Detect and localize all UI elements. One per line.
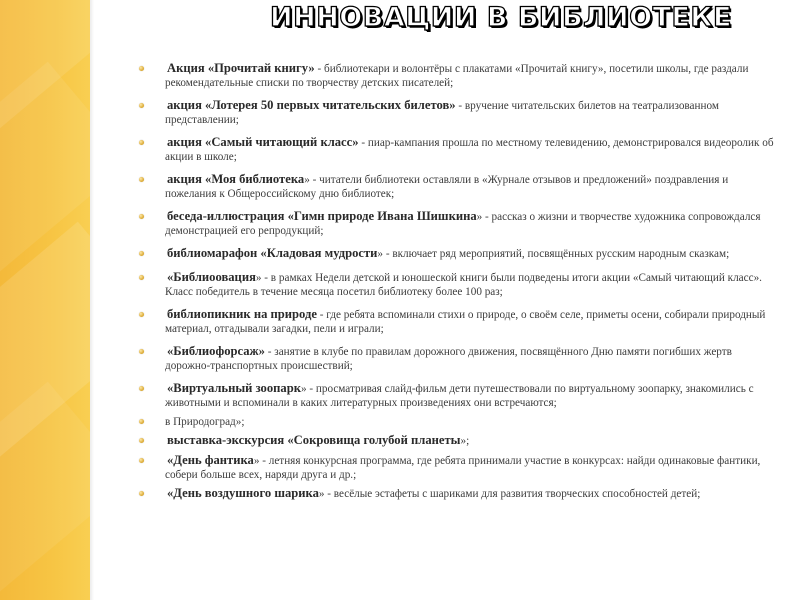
bullet-icon (139, 438, 144, 443)
bullet-icon (139, 312, 144, 317)
item-heading: акция «Лотерея 50 первых читательских билетов» (167, 98, 456, 112)
item-heading: «День воздушного шарика (167, 486, 319, 500)
list-item (133, 487, 778, 502)
sidebar-stripe (0, 382, 90, 600)
item-description: - библиотекари и волонтёры с плакатами «Прочитай книгу», посетили школы, где раздали рекомендательные списки по творчеству детских писателей; (165, 63, 749, 89)
item-description: » - читатели библиотеки оставляли в «Журнале отзывов и предложений» поздравления и пожелания к Общероссийскому дню библиотек; (165, 174, 729, 200)
item-heading: Акция «Прочитай книгу» (167, 61, 315, 75)
bullet-icon (139, 177, 144, 182)
item-heading: «Виртуальный зоопарк (167, 381, 301, 395)
item-description: » - рассказ о жизни и творчестве художника сопровождался демонстрацией его репродукций; (165, 211, 761, 237)
item-heading: «Библиоовация (167, 270, 256, 284)
item-description: » - весёлые эстафеты с шариками для развития творческих способностей детей; (318, 488, 701, 500)
list-item (133, 247, 778, 262)
item-heading: беседа-иллюстрация «Гимн природе Ивана Шишкина (167, 209, 477, 223)
item-description: » - просматривая слайд-фильм дети путешествовали по виртуальному зоопарку, знакомились с животными и вспоминали в каких литературных произведениях они встречаются; (165, 383, 754, 409)
list-item (133, 415, 778, 429)
list-item (133, 308, 778, 336)
bullet-icon (139, 458, 144, 463)
item-description: »; (460, 435, 470, 447)
item-heading: «День фантика (167, 453, 254, 467)
bullet-icon (139, 386, 144, 391)
list-item (133, 271, 778, 299)
item-description: » - в рамках Недели детской и юношеской книги были подведены итоги акции «Самый читающий класс». Класс победитель в течение месяца посетил библиотеку более 100 раз; (165, 272, 762, 298)
list-item (133, 434, 778, 449)
list-item (133, 173, 778, 201)
item-description: - занятие в клубе по правилам дорожного движения, посвящённого Дню памяти погибших жертв дорожно-транспортных происшествий; (165, 346, 732, 372)
list-item (133, 345, 778, 373)
list-item (133, 62, 778, 90)
list-item (133, 210, 778, 238)
sidebar-edge (90, 0, 94, 600)
list-item (133, 454, 778, 482)
list-item (133, 99, 778, 127)
item-heading: библиопикник на природе (167, 307, 317, 321)
bullet-icon (139, 140, 144, 145)
bullet-icon (139, 103, 144, 108)
item-heading: библиомарафон «Кладовая мудрости (167, 246, 378, 260)
list-item (133, 136, 778, 164)
item-heading: выставка-экскурсия «Сокровища голубой планеты (167, 433, 461, 447)
item-heading: акция «Моя библиотека (167, 172, 305, 186)
item-heading: «Библиофорсаж» (167, 344, 265, 358)
slide-title: ИННОВАЦИИ В БИБЛИОТЕКЕ (270, 2, 732, 33)
item-description: » - летняя конкурсная программа, где ребята принимали участие в конкурсах: найди одинаковые фантики, собери больше всех, наряди друга и др.; (165, 455, 761, 481)
bullet-icon (139, 491, 144, 496)
item-description: - где ребята вспоминали стихи о природе, о своём селе, приметы осени, собирали природный материал, отгадывали загадки, пели и играли; (165, 309, 766, 335)
item-heading: акция «Самый читающий класс» (167, 135, 359, 149)
list-item (133, 382, 778, 410)
bullet-icon (139, 349, 144, 354)
bullet-icon (139, 66, 144, 71)
bullet-icon (139, 251, 144, 256)
item-description: » - включает ряд мероприятий, посвящённых русским народным сказкам; (377, 248, 730, 260)
item-description: - вручение читательских билетов на театрализованном представлении; (165, 100, 719, 126)
sidebar-decoration (0, 0, 90, 600)
bullet-icon (139, 419, 144, 424)
innovations-list (133, 62, 778, 507)
item-description: в Природоград»; (165, 416, 245, 428)
bullet-icon (139, 275, 144, 280)
item-description: - пиар-кампания прошла по местному телевидению, демонстрировался видеоролик об акции в школе; (165, 137, 774, 163)
bullet-icon (139, 214, 144, 219)
